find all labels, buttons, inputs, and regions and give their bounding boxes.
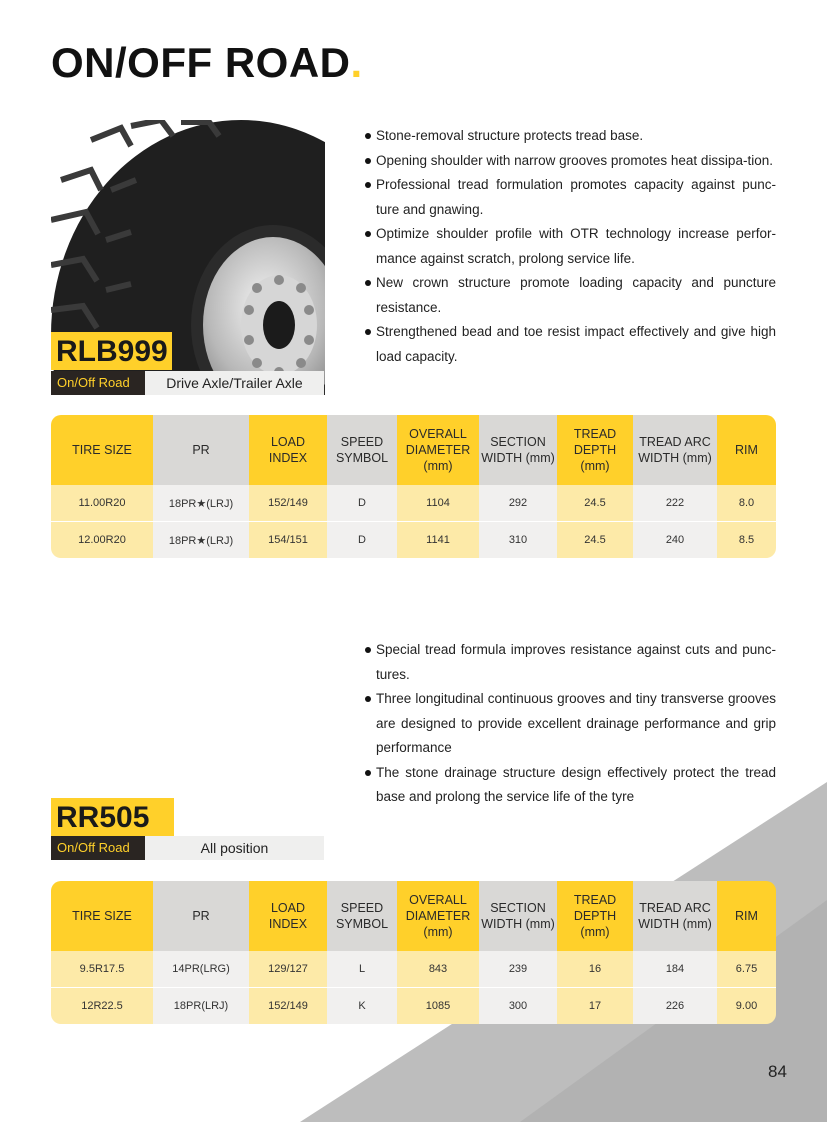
table-cell: 24.5 bbox=[557, 522, 633, 559]
table-cell: 17 bbox=[557, 988, 633, 1025]
feature-item: Special tread formula improves resistance against cuts and punc-tures. bbox=[364, 638, 776, 687]
table-cell: L bbox=[327, 951, 397, 988]
table-cell: 1104 bbox=[397, 485, 479, 522]
model-name: RLB999 bbox=[51, 332, 172, 370]
table-cell: 184 bbox=[633, 951, 717, 988]
category-tag: On/Off Road bbox=[51, 371, 151, 395]
col-header: LOAD INDEX bbox=[249, 415, 327, 485]
table-cell: K bbox=[327, 988, 397, 1025]
table-cell: 12.00R20 bbox=[51, 522, 153, 559]
table-cell: 18PR★(LRJ) bbox=[153, 522, 249, 559]
col-header: OVERALL DIAMETER (mm) bbox=[397, 881, 479, 951]
table-cell: 154/151 bbox=[249, 522, 327, 559]
feature-item: The stone drainage structure design effectively protect the tread base and prolong the service life of the tyre bbox=[364, 761, 776, 810]
table-cell: 6.75 bbox=[717, 951, 776, 988]
table-cell: 292 bbox=[479, 485, 557, 522]
table-cell: 16 bbox=[557, 951, 633, 988]
col-header: PR bbox=[153, 415, 249, 485]
page-number: 84 bbox=[768, 1062, 787, 1081]
feature-item: Opening shoulder with narrow grooves promotes heat dissipa-tion. bbox=[364, 149, 776, 174]
table-row bbox=[51, 522, 776, 559]
table-cell: 152/149 bbox=[249, 485, 327, 522]
position-tag: Drive Axle/Trailer Axle bbox=[145, 371, 324, 395]
table-cell: 239 bbox=[479, 951, 557, 988]
model-name: RR505 bbox=[51, 798, 174, 836]
table-cell: 24.5 bbox=[557, 485, 633, 522]
page-title: ON/OFF ROAD. bbox=[51, 39, 363, 86]
table-cell: D bbox=[327, 485, 397, 522]
col-header: SECTION WIDTH (mm) bbox=[479, 415, 557, 485]
table-cell: 12R22.5 bbox=[51, 988, 153, 1025]
col-header: RIM bbox=[717, 415, 776, 485]
table-cell: 300 bbox=[479, 988, 557, 1025]
spec-table bbox=[51, 881, 776, 1024]
table-row bbox=[51, 988, 776, 1025]
col-header: PR bbox=[153, 881, 249, 951]
table-cell: 152/149 bbox=[249, 988, 327, 1025]
table-cell: D bbox=[327, 522, 397, 559]
category-tag: On/Off Road bbox=[51, 836, 151, 860]
table-cell: 11.00R20 bbox=[51, 485, 153, 522]
table-cell: 843 bbox=[397, 951, 479, 988]
table-cell: 129/127 bbox=[249, 951, 327, 988]
table-cell: 18PR★(LRJ) bbox=[153, 485, 249, 522]
table-cell: 9.00 bbox=[717, 988, 776, 1025]
col-header: SPEED SYMBOL bbox=[327, 881, 397, 951]
col-header: TREAD ARC WIDTH (mm) bbox=[633, 881, 717, 951]
table-cell: 1141 bbox=[397, 522, 479, 559]
feature-list bbox=[364, 124, 776, 369]
table-cell: 18PR(LRJ) bbox=[153, 988, 249, 1025]
position-tag: All position bbox=[145, 836, 324, 860]
table-cell: 240 bbox=[633, 522, 717, 559]
col-header: LOAD INDEX bbox=[249, 881, 327, 951]
table-cell: 8.5 bbox=[717, 522, 776, 559]
col-header: TREAD DEPTH (mm) bbox=[557, 881, 633, 951]
table-cell: 226 bbox=[633, 988, 717, 1025]
col-header: TIRE SIZE bbox=[51, 415, 153, 485]
col-header: SECTION WIDTH (mm) bbox=[479, 881, 557, 951]
table-cell: 1085 bbox=[397, 988, 479, 1025]
feature-item: Professional tread formulation promotes capacity against punc-ture and gnawing. bbox=[364, 173, 776, 222]
spec-table bbox=[51, 415, 776, 558]
table-cell: 8.0 bbox=[717, 485, 776, 522]
feature-item: Three longitudinal continuous grooves and tiny transverse grooves are designed to provide excellent drainage performance and grip performance bbox=[364, 687, 776, 761]
table-cell: 222 bbox=[633, 485, 717, 522]
feature-item: Strengthened bead and toe resist impact effectively and give high load capacity. bbox=[364, 320, 776, 369]
col-header: TIRE SIZE bbox=[51, 881, 153, 951]
table-cell: 14PR(LRG) bbox=[153, 951, 249, 988]
col-header: SPEED SYMBOL bbox=[327, 415, 397, 485]
col-header: OVERALL DIAMETER (mm) bbox=[397, 415, 479, 485]
col-header: TREAD ARC WIDTH (mm) bbox=[633, 415, 717, 485]
table-cell: 9.5R17.5 bbox=[51, 951, 153, 988]
table-row bbox=[51, 485, 776, 522]
col-header: RIM bbox=[717, 881, 776, 951]
col-header: TREAD DEPTH (mm) bbox=[557, 415, 633, 485]
table-row bbox=[51, 951, 776, 988]
feature-item: Optimize shoulder profile with OTR technology increase perfor-mance against scratch, prolong service life. bbox=[364, 222, 776, 271]
feature-item: Stone-removal structure protects tread base. bbox=[364, 124, 776, 149]
feature-item: New crown structure promote loading capacity and puncture resistance. bbox=[364, 271, 776, 320]
table-cell: 310 bbox=[479, 522, 557, 559]
feature-list bbox=[364, 638, 776, 810]
